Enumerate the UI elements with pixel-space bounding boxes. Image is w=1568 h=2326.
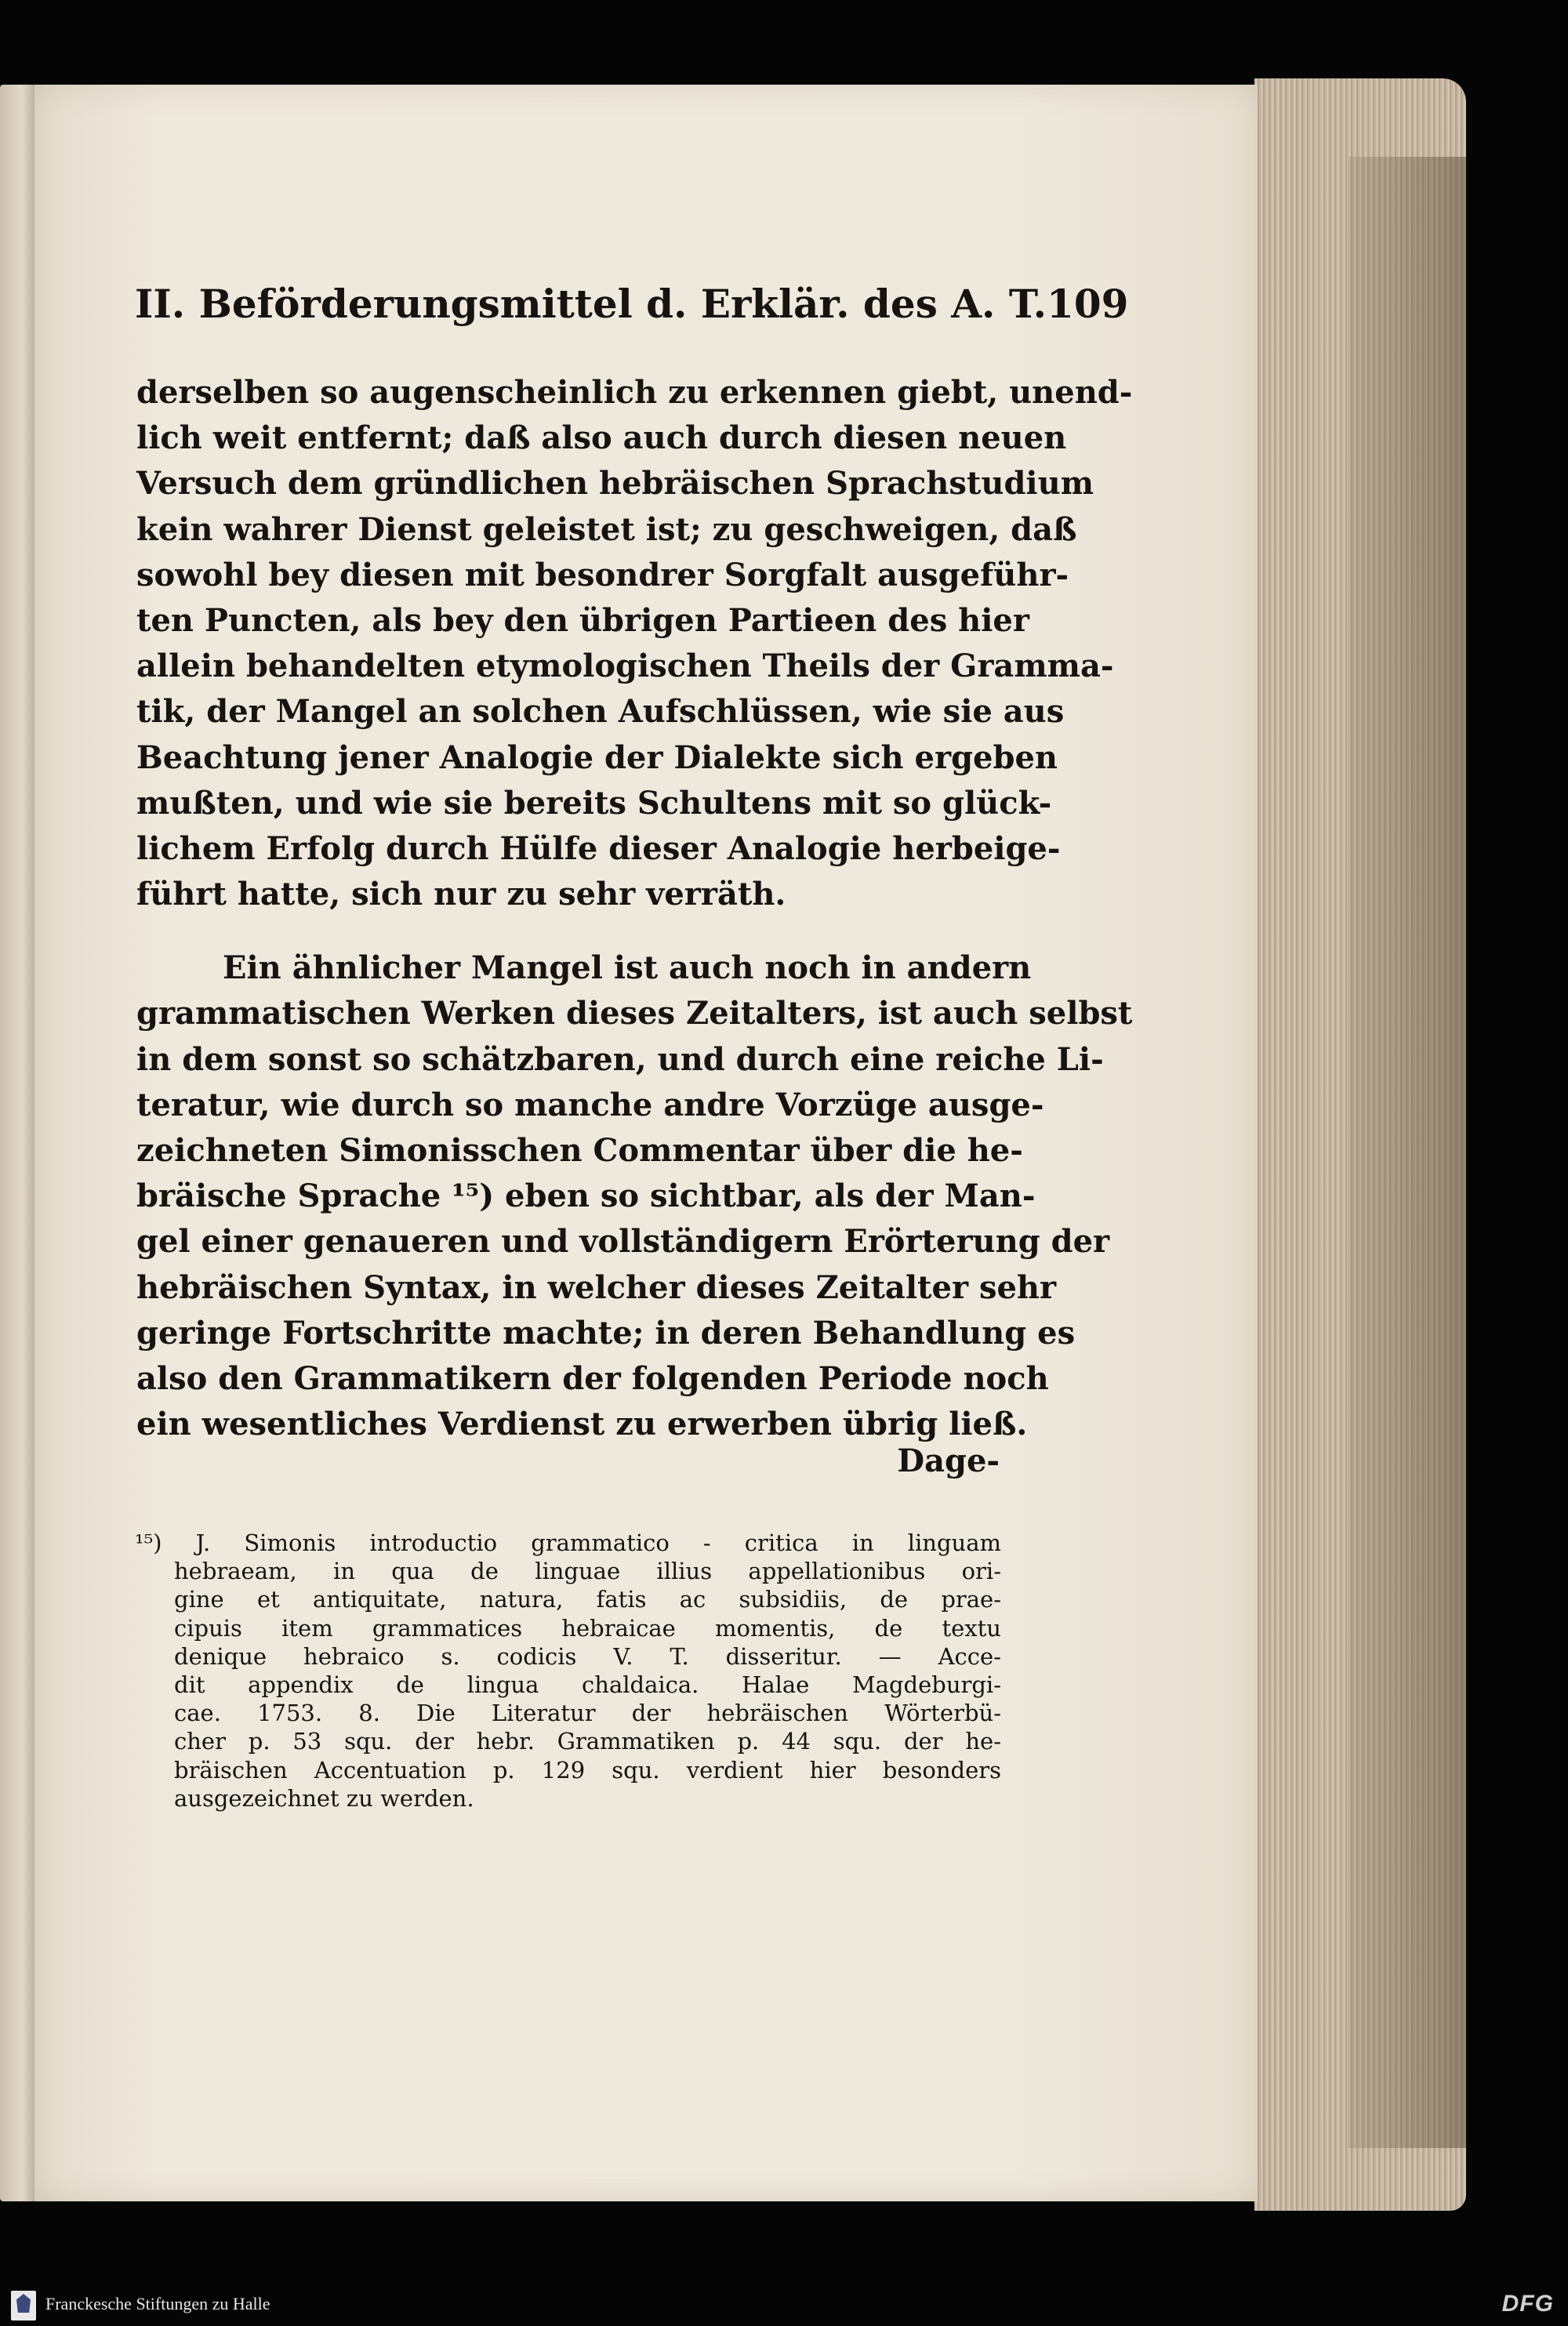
text-line: grammatischen Werken dieses Zeitalters, ist auch selbst — [136, 995, 1133, 1032]
footnote-line: ausgezeichnet zu werden. — [174, 1784, 474, 1812]
footnote-line: denique hebraico s. codicis V. T. disseritur. — Acce- — [174, 1642, 1001, 1670]
text-line: Ein ähnlicher Mangel ist auch noch in andern — [223, 949, 1032, 987]
dfg-logo: DFG — [1501, 2291, 1554, 2317]
institution-logo-icon — [11, 2291, 36, 2321]
page-number: 109 — [1047, 280, 1129, 327]
institution-name: Franckesche Stiftungen zu Halle — [45, 2294, 270, 2313]
crest-icon — [16, 2294, 31, 2313]
text-line: gel einer genaueren und vollständigern Erörterung der — [136, 1223, 1110, 1261]
text-line: teratur, wie durch so manche andre Vorzüge ausge- — [136, 1086, 1044, 1123]
text-line: sowohl bey diesen mit besondrer Sorgfalt ausgeführ- — [136, 556, 1069, 593]
text-line: hebräischen Syntax, in welcher dieses Zeitalter sehr — [136, 1268, 1057, 1306]
footnote-line: hebraeam, in qua de linguae illius appellationibus ori- — [174, 1558, 1001, 1585]
left-page-edge — [0, 85, 36, 2201]
running-head-title: II. Beförderungsmittel d. Erklär. des A. T. — [135, 280, 1047, 327]
text-line: also den Grammatikern der folgenden Periode noch — [136, 1359, 1049, 1397]
text-line: derselben so augenscheinlich zu erkennen giebt, unend- — [136, 374, 1133, 411]
footnote-line: gine et antiquitate, natura, fatis ac subsidiis, de prae- — [174, 1586, 1001, 1613]
footnote-line: cher p. 53 squ. der hebr. Grammatiken p. 44 squ. der he- — [174, 1728, 1001, 1755]
fore-edge-shadow — [1348, 157, 1466, 2148]
footnote-line: ¹⁵) J. Simonis introductio grammatico - critica in linguam — [135, 1529, 1001, 1556]
text-line: bräische Sprache ¹⁵) eben so sichtbar, als der Man- — [136, 1178, 1036, 1215]
text-line: Beachtung jener Analogie der Dialekte sich ergeben — [136, 738, 1058, 776]
text-line: ten Puncten, als bey den übrigen Partieen des hier — [136, 601, 1029, 639]
text-line: geringe Fortschritte machte; in deren Behandlung es — [136, 1314, 1076, 1352]
footnote-line: dit appendix de lingua chaldaica. Halae Magdeburgi- — [174, 1671, 1001, 1698]
text-line: lichem Erfolg durch Hülfe dieser Analogie herbeige- — [136, 829, 1061, 867]
text-line: tik, der Mangel an solchen Aufschlüssen, wie sie aus — [136, 693, 1065, 731]
text-line: allein behandelten etymologischen Theils der Gramma- — [136, 648, 1114, 685]
footnote-line: cipuis item grammatices hebraicae momentis, de textu — [174, 1614, 1001, 1642]
text-line: in dem sonst so schätzbaren, und durch eine reiche Li- — [136, 1040, 1104, 1078]
text-line: kein wahrer Dienst geleistet ist; zu geschweigen, daß — [136, 510, 1077, 548]
text-line: ein wesentliches Verdienst zu erwerben übrig ließ. — [136, 1406, 1028, 1443]
footnote — [135, 1529, 1001, 1813]
main-text — [136, 370, 1133, 1447]
text-line: zeichneten Simonisschen Commentar über die he- — [136, 1132, 1023, 1169]
text-line: Versuch dem gründlichen hebräischen Sprachstudium — [136, 465, 1094, 503]
running-head — [135, 276, 1129, 331]
text-line: mußten, und wie sie bereits Schultens mit so glück- — [136, 784, 1052, 822]
text-line: führt hatte, sich nur zu sehr verräth. — [136, 876, 786, 913]
footnote-line: bräischen Accentuation p. 129 squ. verdient hier besonders — [174, 1756, 1001, 1784]
paragraph-gap — [136, 917, 999, 945]
footnote-line: cae. 1753. 8. Die Literatur der hebräischen Wörterbü- — [174, 1700, 1001, 1727]
text-line: lich weit entfernt; daß also auch durch diesen neuen — [136, 419, 1067, 457]
catchword: Dage- — [897, 1442, 1000, 1479]
